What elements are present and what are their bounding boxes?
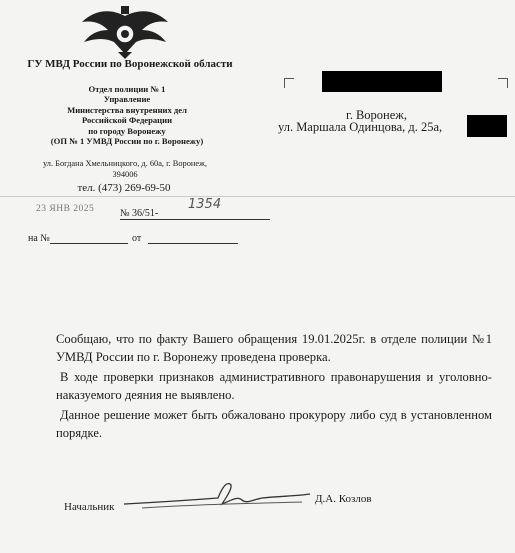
sender-phone: тел. (473) 269-69-50 [77,182,171,194]
org-title: ГУ МВД России по Воронежской области [27,58,233,70]
sender-address [12,159,238,180]
reference-line [28,233,248,247]
dept-line: по городу Воронежу [88,125,166,136]
ref-from-label: от [132,233,142,244]
signer-role: Начальник [64,501,115,513]
recipient-city: г. Воронеж, [346,108,408,122]
outgoing-number-label: № 36/51- [120,208,159,219]
ref-prefix: на № [28,233,50,244]
address-line: 394006 [112,169,138,179]
address-line: ул. Богдана Хмельницкого, д. 60а, г. Воронеж, [42,159,208,168]
address-corner-right [498,78,508,88]
department-block [20,84,234,146]
signer-name: Д.А. Козлов [315,493,372,505]
dept-line: Российской Федерации [81,115,173,126]
body-paragraph: Сообщаю, что по факту Вашего обращения 19.01.2025г. в отделе полиции №1 УМВД России по г. Воронежу проведена проверка. [56,332,492,364]
ref-date-blank [148,243,238,244]
dept-line: Министерства внутренних дел [67,104,187,115]
address-corner-left [284,78,294,88]
dept-line: (ОП № 1 УМВД России по г. Воронежу) [50,136,204,147]
body-paragraph: В ходе проверки признаков административного правонарушения и уголовно-наказуемого деяния не выявлено. [56,370,492,402]
eagle-emblem-icon [80,4,170,60]
letter-body [56,330,492,442]
redacted-apartment [467,115,507,137]
recipient-street: ул. Маршала Одинцова, д. 25а, [278,120,443,134]
redacted-recipient-name [322,71,442,92]
dept-line: Управление [103,94,151,105]
ref-number-blank [50,243,128,244]
date-stamp: 23 ЯНВ 2025 [36,204,95,214]
signature-row [60,493,400,513]
body-paragraph: Данное решение может быть обжаловано прокурору либо суд в установленном порядке. [56,408,492,440]
scan-fold-line [0,196,515,197]
dept-line: Отдел полиции № 1 [88,84,166,94]
number-underline [120,219,270,220]
handwritten-number: 1354 [188,197,222,212]
registration-line [28,197,268,220]
